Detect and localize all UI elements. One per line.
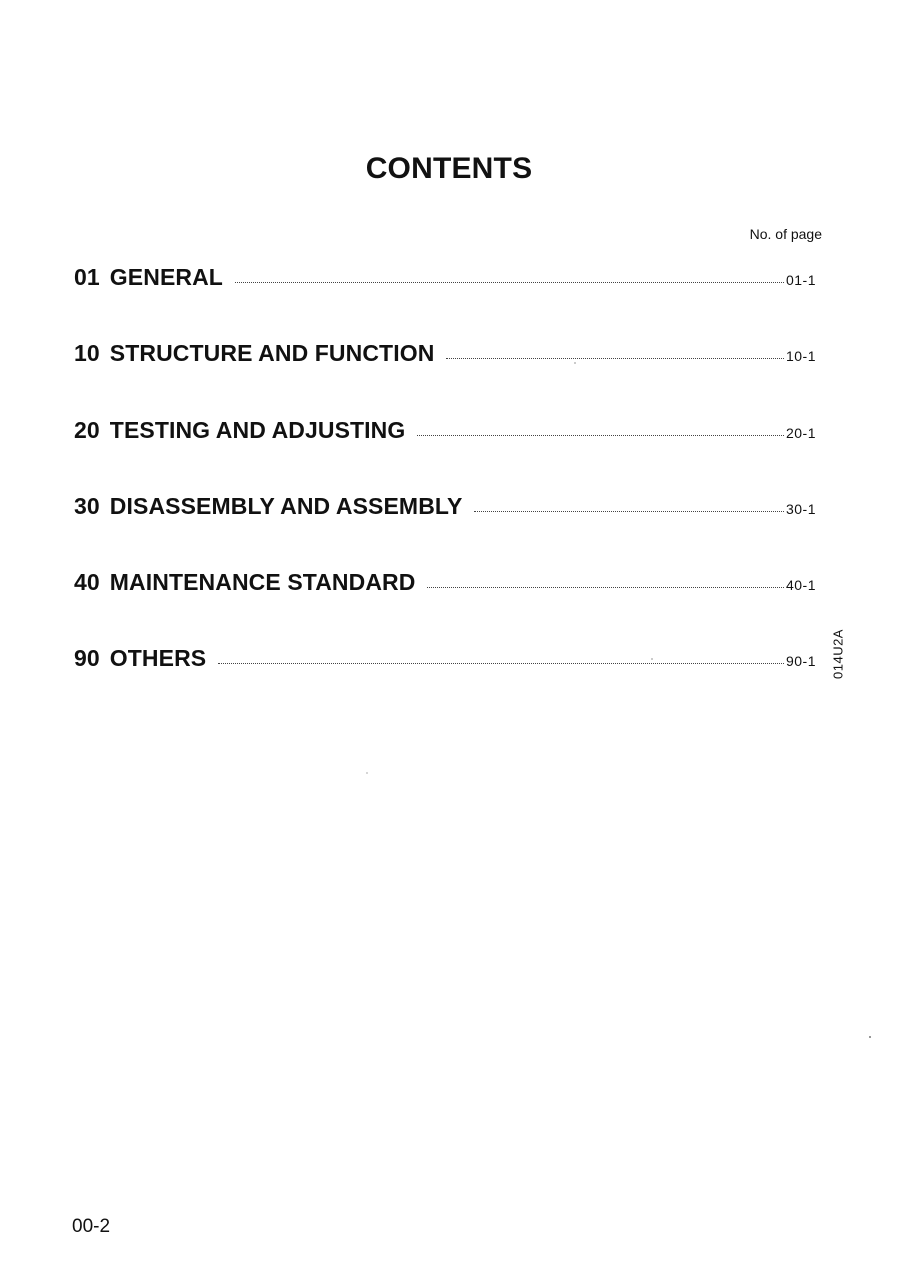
toc-entry-page: 40-1: [785, 577, 816, 593]
toc-entry-label: [74, 264, 223, 291]
page-number-column-heading: No. of page: [749, 226, 822, 242]
toc-entry-page: 30-1: [785, 501, 816, 517]
scan-speck: [574, 362, 576, 364]
toc-entry-maintenance-standard[interactable]: [74, 569, 816, 603]
dot-leader: [417, 434, 784, 436]
toc-entry-general[interactable]: [74, 264, 816, 298]
toc-entry-number: 20: [74, 417, 100, 443]
toc-entry-disassembly-and-assembly[interactable]: [74, 493, 816, 527]
toc-entry-structure-and-function[interactable]: [74, 340, 816, 374]
toc-entry-label: [74, 417, 405, 444]
toc-entry-page: 01-1: [785, 272, 816, 288]
toc-entry-number: 10: [74, 340, 100, 366]
scan-speck: [869, 1036, 871, 1038]
toc-entry-number: 30: [74, 493, 100, 519]
toc-entry-label: [74, 493, 462, 520]
toc-entry-number: 40: [74, 569, 100, 595]
toc-entry-label: [74, 645, 206, 672]
scan-speck: [651, 658, 653, 660]
toc-entry-title: DISASSEMBLY AND ASSEMBLY: [109, 493, 463, 519]
toc-entry-title: STRUCTURE AND FUNCTION: [109, 340, 435, 366]
toc-entry-number: 01: [74, 264, 100, 290]
dot-leader: [474, 510, 784, 512]
scan-speck: [366, 772, 368, 774]
document-code: 014U2A: [830, 629, 846, 679]
toc-entry-page: 10-1: [785, 348, 816, 364]
toc-entry-title: TESTING AND ADJUSTING: [109, 417, 406, 443]
toc-entry-title: OTHERS: [109, 645, 207, 671]
dot-leader: [218, 662, 784, 664]
toc-entry-title: GENERAL: [109, 264, 223, 290]
toc-entry-testing-and-adjusting[interactable]: [74, 417, 816, 451]
footer-page-number: 00-2: [72, 1216, 111, 1237]
toc-entry-number: 90: [74, 645, 100, 671]
page-title: CONTENTS: [365, 152, 533, 185]
dot-leader: [446, 357, 784, 359]
toc-entry-title: MAINTENANCE STANDARD: [109, 569, 416, 595]
toc-entry-label: [74, 340, 434, 367]
toc-entry-label: [74, 569, 415, 596]
toc-entry-page: 90-1: [785, 653, 816, 669]
toc-entry-others[interactable]: [74, 645, 816, 679]
toc-entry-page: 20-1: [785, 425, 816, 441]
dot-leader: [427, 586, 784, 588]
dot-leader: [235, 281, 784, 283]
